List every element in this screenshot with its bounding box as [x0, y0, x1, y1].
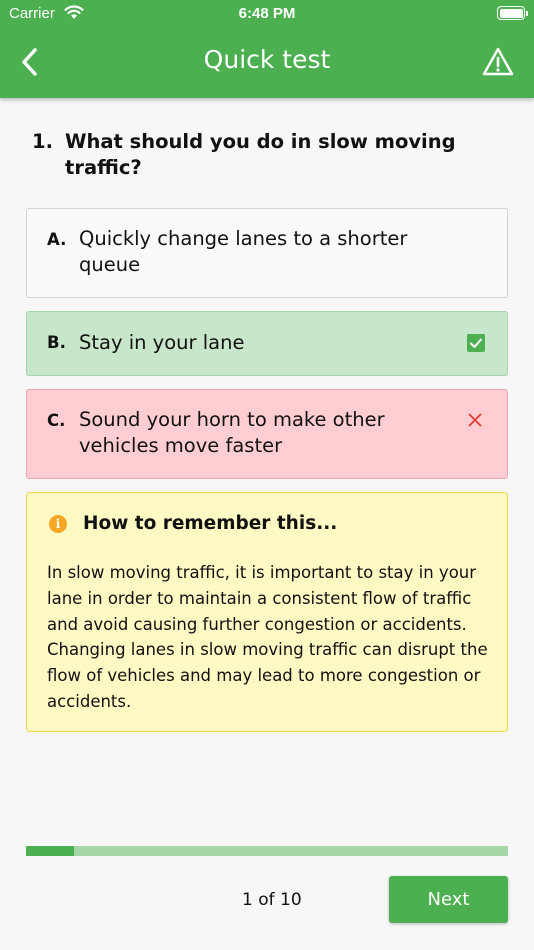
report-problem-button[interactable]	[482, 46, 514, 78]
answer-option-b[interactable]	[26, 311, 508, 376]
checkmark-icon	[467, 334, 485, 352]
app-header	[0, 0, 534, 98]
option-letter: A.	[47, 230, 67, 249]
option-text: Stay in your lane	[79, 331, 245, 354]
progress-bar	[26, 846, 508, 856]
question-text	[32, 129, 492, 181]
cross-icon	[467, 412, 483, 428]
status-bar	[0, 0, 534, 28]
option-letter: B.	[47, 333, 66, 352]
question-label: What should you do in slow moving traffic?	[65, 130, 456, 179]
progress-fill	[26, 846, 74, 856]
page-title: Quick test	[203, 45, 331, 74]
explanation-box	[26, 492, 508, 732]
info-icon: i	[49, 515, 67, 533]
question-number: 1.	[32, 130, 53, 153]
answer-option-c[interactable]	[26, 389, 508, 479]
battery-icon	[497, 6, 525, 20]
option-letter: C.	[47, 411, 66, 430]
next-button[interactable]: Next	[389, 876, 508, 923]
answer-option-a[interactable]	[26, 208, 508, 298]
explanation-body: In slow moving traffic, it is important to stay in your lane in order to maintain a consistent flow of traffic and avoid causing further congestion or accidents. Changing lanes in slow moving traffic can disrupt the flow of vehicles and may lead to more congestion or accidents.	[47, 563, 488, 711]
option-text: Sound your horn to make other vehicles move faster	[79, 408, 385, 457]
status-time: 6:48 PM	[238, 5, 296, 22]
option-text: Quickly change lanes to a shorter queue	[79, 227, 408, 276]
explanation-title: How to remember this...	[83, 513, 338, 534]
question-counter: 1 of 10	[242, 890, 302, 910]
carrier-label: Carrier	[9, 5, 55, 22]
